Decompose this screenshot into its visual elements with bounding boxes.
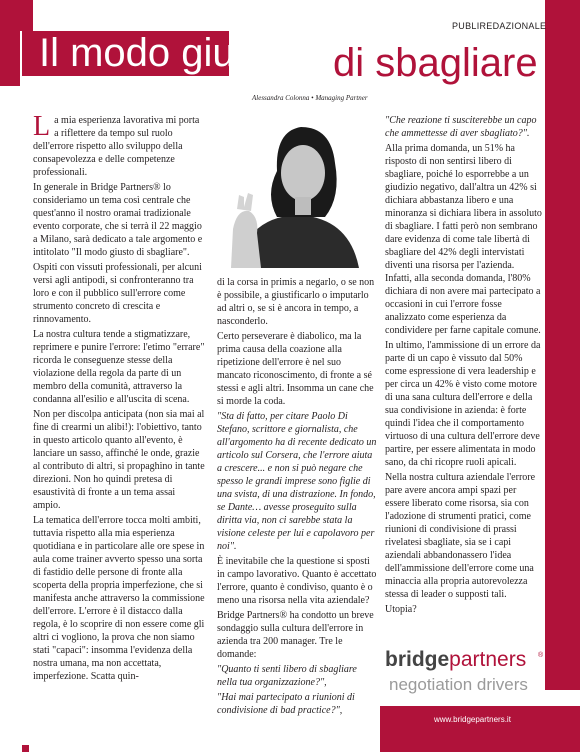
author-photo [217,105,377,268]
page-title-part2: di sbagliare [333,41,538,85]
paragraph: a mia esperienza lavorativa mi porta a riflettere da tempo sul ruolo dell'errore rispetto allo sviluppo della consapevolezza e delle competenze professionali. [33,115,200,178]
brand-tagline: negotiation drivers [389,675,528,694]
paragraph: Certo perseverare è diabolico, ma la prima causa della coazione alla ripetizione dell'errore è nel suo mancato riconoscimento, di fronte a sé stessi e agli altri. Insomma un cane che si morde la coda. [217,331,374,407]
section-label: PUBLIREDAZIONALE [452,21,547,31]
paragraph: Bridge Partners® ha condotto un breve sondaggio sulla cultura dell'errore in azienda tra 200 manager. Tre le domande: [217,610,374,660]
logo-word-1: bridge [385,648,450,671]
accent-dot [22,745,29,752]
article-column-1 [33,111,205,685]
paragraph: La nostra cultura tende a stigmatizzare, reprimere e punire l'errore: l'etimo "errare" ricorda le conseguenze stesse della violazione della regola da parte di un membro della comunità, attraverso la condanna all'esilio e all'uscita di scena. [33,329,205,405]
footer-url[interactable]: www.bridgepartners.it [434,715,511,724]
paragraph: Nella nostra cultura aziendale l'errore pare avere ancora ampi spazi per essere liberato come risorsa, sia con l'adozione di strumenti pratici, come riunioni di condivisione di prassi rivelatesi sbagliate, sia se i capi aziendali abbandonassero l'idea dell'ammissione dell'errore come una minaccia alla propria autorevolezza stessa di leader o supposti tali. [385,472,536,600]
registered-mark: ® [538,652,544,659]
drop-cap: L [33,111,51,142]
accent-bar-left [0,31,20,86]
question: "Che reazione ti susciterebbe un capo che ammettesse di aver sbagliato?". [385,115,537,139]
paragraph: Utopia? [385,604,417,615]
paragraph: Alla prima domanda, un 51% ha risposto di non sentirsi libero di sbagliare, poiché lo esporrebbe a un giudizio negativo, dall'altra un 42% si dichiara abbastanza libero e una minoranza si dichiara libera in assoluto di sbagliare. I fatti però non sembrano dare evidenza di come tale libertà di sbagliare del 42% degli intervistati diventi una risorsa per l'azienda. Infatti, alla seconda domanda, l'80% dichiara di non avere mai partecipato a occasioni in cui l'errore fosse analizzato come esperienza da condividere per farne capitale comune. [385,143,542,336]
logo-word-2: partners [449,648,527,671]
question: "Hai mai partecipato a riunioni di condivisione di bad practice?", [217,692,355,716]
article-column-2 [217,276,377,719]
paragraph: La tematica dell'errore tocca molti ambiti, tuttavia rispetto alla mia esperienza quotidiana e in particolare alle ore spese in aula come trainer avverto spesso una sorta di fastidio delle persone di fronte alla scoperta della propria imperfezione, che si manifesta anche attraverso la commissione dell'errore. L'errore è il distacco dalla regola, è lo scoprire di non essere come gli altri ci vogliono, la prova che non siamo stati "capaci": insomma l'evidenza della nostra umana, ma non accettata, imperfezione. Scatta quin- [33,515,205,682]
accent-bar-bottom [380,706,580,752]
paragraph: In generale in Bridge Partners® lo consideriamo un tema così centrale che quest'anno il nostro oramai tradizionale evento corporate, che si terrà il 22 maggio a Milano, sarà dedicato a tale argomento e intitolato "Il modo giusto di sbagliare". [33,182,203,258]
page-title-part1: Il modo giusto [22,31,229,76]
paragraph: Non per discolpa anticipata (non sia mai al fine di crearmi un alibi!): l'obiettivo, tanto in questo articolo quanto all'evento, è lanciare un sasso, affinché le onde, grazie al contributo di altri, si propaghino in tante direzioni. Non ho quindi pretesa di esaustività di fronte a un tema assai ampio. [33,409,205,511]
article-column-3 [385,114,543,618]
paragraph: In ultimo, l'ammissione di un errore da parte di un capo è vissuto dal 50% come espressione di vera leadership e per circa un 42% è visto come motore di una sana cultura dell'errore e della sua condivisione in azienda: è forte quindi l'idea che il comportamento virtuoso di una cultura dell'errore deve partire, per essere alimentata in modo sano, da chi ricopre ruoli apicali. [385,340,541,468]
accent-bar-right [545,0,580,690]
paragraph: È inevitabile che la questione si sposti in campo lavorativo. Quanto è accettato l'errore, quanto è condiviso, quanto è o meno una risorsa nella vita aziendale? [217,556,377,606]
paragraph: Ospiti con vissuti professionali, per alcuni versi agli antipodi, si confronteranno tra loro e con il pubblico sull'errore come strumento concreto di crescita e rinnovamento. [33,262,202,325]
brand-logo [385,648,526,672]
byline: Alessandra Colonna • Managing Partner [252,94,368,102]
question: "Quanto ti senti libero di sbagliare nella tua organizzazione?", [217,664,357,688]
paragraph: di la corsa in primis a negarlo, o se non è possibile, a giustificarlo o imputarlo ad altri o, se si è ancora in tempo, a nasconderlo. [217,277,375,327]
accent-bar-top [0,0,33,31]
quote-paragraph: "Sta di fatto, per citare Paolo Di Stefano, scrittore e giornalista, che all'argomento ha di recente dedicato un articolo sul Corsera, che l'errore aiuta a crescere... e non si può negare che spesso le grandi imprese sono figlie di una svista, di una distrazione. In fondo, se Dante… avesse proseguito sulla diritta via, non ci sarebbe stata la visione celeste per lui e capolavoro per noi". [217,411,377,552]
